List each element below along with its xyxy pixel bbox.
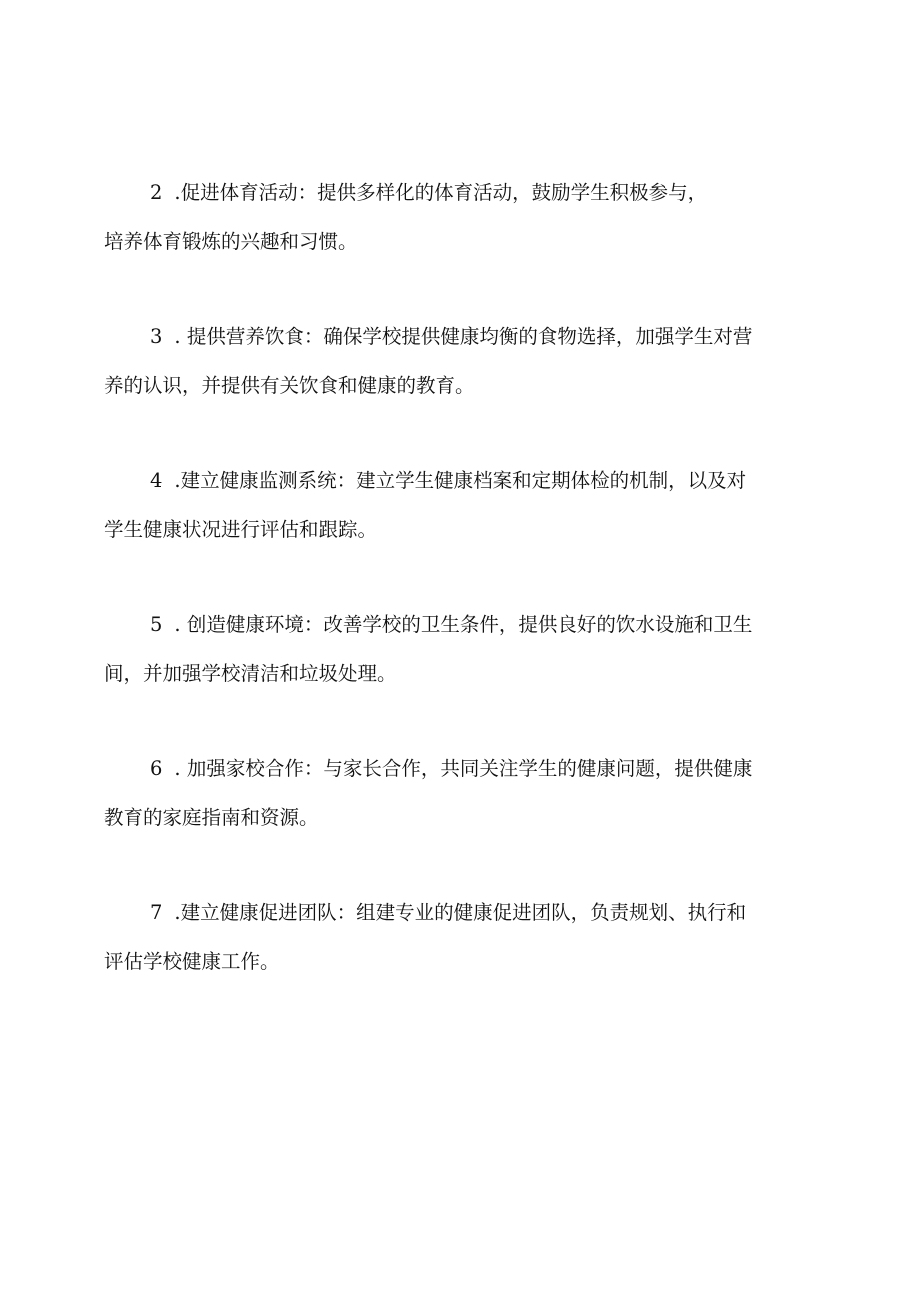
list-item-continuation: 培养体育锻炼的兴趣和习惯。 [104, 230, 358, 253]
list-item-4 [104, 456, 820, 554]
list-item-continuation: 学生健康状况进行评估和跟踪。 [104, 518, 378, 541]
list-item-number: 2 [150, 181, 163, 204]
list-item-number: 3 [150, 325, 163, 348]
list-item-7 [104, 888, 820, 986]
list-item-text: . 创造健康环境：改善学校的卫生条件，提供良好的饮水设施和卫生 [174, 613, 753, 636]
list-item-3 [104, 312, 820, 410]
list-item-first-line [104, 168, 820, 217]
list-item-number: 6 [150, 757, 163, 780]
list-item-number: 4 [150, 469, 163, 492]
list-item-2 [104, 168, 820, 266]
list-item-continuation: 评估学校健康工作。 [104, 950, 280, 973]
list-item-text: .建立健康监测系统：建立学生健康档案和定期体检的机制，以及对 [174, 469, 747, 492]
list-item-continuation: 教育的家庭指南和资源。 [104, 806, 319, 829]
list-item-6 [104, 744, 820, 842]
list-item-number: 7 [150, 901, 163, 924]
list-item-text: . 提供营养饮食：确保学校提供健康均衡的食物选择，加强学生对营 [174, 325, 753, 348]
list-item-first-line [104, 888, 820, 937]
list-item-text: .促进体育活动：提供多样化的体育活动，鼓励学生积极参与， [174, 181, 708, 204]
list-item-first-line [104, 600, 820, 649]
list-item-5 [104, 600, 820, 698]
list-item-continuation: 间，并加强学校清洁和垃圾处理。 [104, 662, 397, 685]
list-item-first-line [104, 744, 820, 793]
list-item-continuation: 养的认识，并提供有关饮食和健康的教育。 [104, 374, 475, 397]
list-item-number: 5 [150, 613, 163, 636]
list-item-first-line [104, 312, 820, 361]
list-item-text: . 加强家校合作：与家长合作，共同关注学生的健康问题，提供健康 [174, 757, 753, 780]
list-item-text: .建立健康促进团队：组建专业的健康促进团队，负责规划、执行和 [174, 901, 747, 924]
list-item-first-line [104, 456, 820, 505]
